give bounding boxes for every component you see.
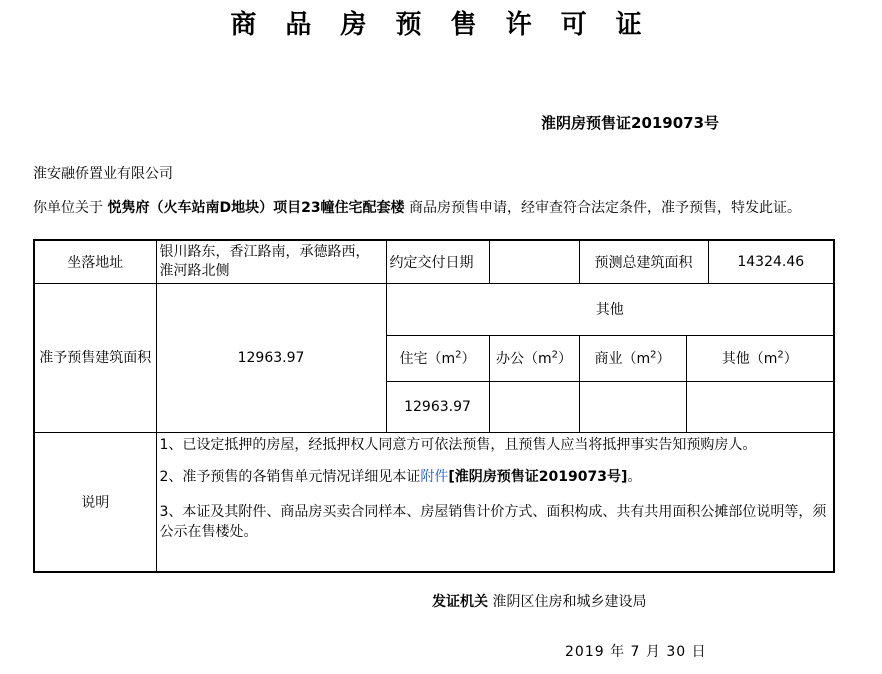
- intro-suffix: 商品房预售申请，经审查符合法定条件，准予预售，特发此证。: [404, 200, 802, 216]
- intro-prefix: 你单位关于: [33, 200, 108, 216]
- total-area-value: 14324.46: [708, 240, 834, 283]
- office-value: [489, 381, 579, 432]
- delivery-label: 约定交付日期: [386, 240, 489, 283]
- certificate-number: 淮阴房预售证2019073号: [541, 114, 720, 132]
- other-header: 其他: [386, 283, 834, 335]
- attachment-link[interactable]: 附件: [420, 468, 449, 485]
- page-title: 商 品 房 预 售 许 可 证: [230, 10, 652, 40]
- total-area-label: 预测总建筑面积: [579, 240, 708, 283]
- residential-value: 12963.97: [386, 381, 489, 432]
- note-2: 2、准予预售的各销售单元情况详细见本证附件[淮阴房预售证2019073号]。: [159, 468, 642, 485]
- delivery-value: [489, 240, 579, 283]
- notes-content: [156, 432, 834, 572]
- issuing-authority: [432, 591, 646, 611]
- notes-label: 说明: [34, 432, 156, 572]
- residential-header: 住宅$(m^2)$: [386, 335, 489, 381]
- commercial-header: 商业$(m^2)$: [579, 335, 686, 381]
- project-name: 悦隽府（火车站南D地块）项目23幢住宅配套楼: [107, 200, 405, 216]
- other-value: [686, 381, 834, 432]
- intro-paragraph: [33, 198, 833, 218]
- note-3: 3、本证及其附件、商品房买卖合同样本、房屋销售计价方式、面积构成、共有共用面积公摊部位说明等，须公示在售楼处。: [159, 503, 827, 540]
- issue-date: 2019 年 7 月 30 日: [565, 644, 707, 660]
- issuer-value: 淮阴区住房和城乡建设局: [488, 594, 647, 610]
- presale-area-label: 准予预售建筑面积: [34, 283, 156, 432]
- company-name: 淮安融侨置业有限公司: [33, 166, 173, 182]
- permit-table: [33, 239, 835, 573]
- location-value: 银川路东，香江路南，承德路西，淮河路北侧: [156, 240, 386, 283]
- issuer-label: 发证机关: [432, 594, 488, 610]
- location-label: 坐落地址: [34, 240, 156, 283]
- note-1: 1、已设定抵押的房屋，经抵押权人同意方可依法预售，且预售人应当将抵押事实告知预购房人。: [159, 436, 757, 453]
- office-header: 办公$(m^2)$: [489, 335, 579, 381]
- other-category-header: 其他$(m^2)$: [686, 335, 834, 381]
- presale-area-value: 12963.97: [156, 283, 386, 432]
- commercial-value: [579, 381, 686, 432]
